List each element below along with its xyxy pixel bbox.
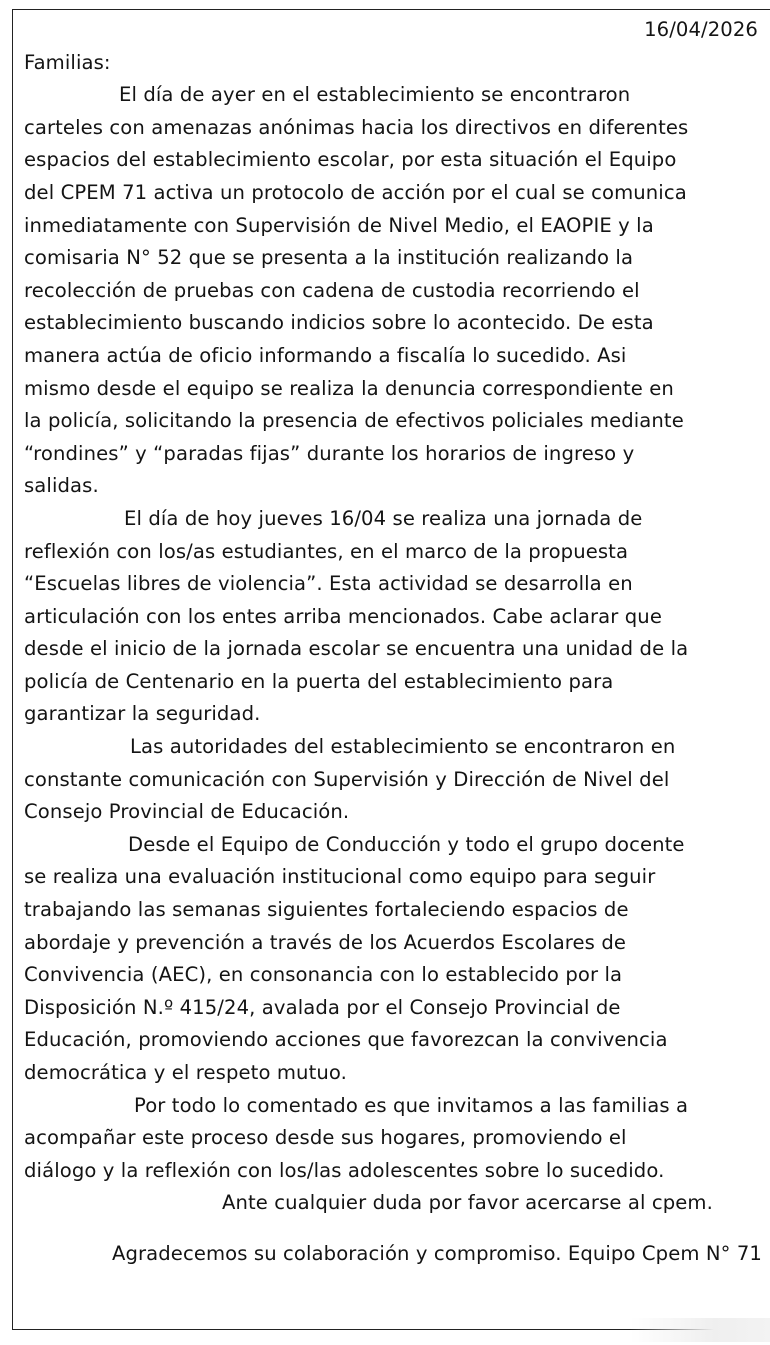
paragraph-line: El día de hoy jueves 16/04 se realiza una jornada de <box>124 506 643 530</box>
paragraph-line: manera actúa de oficio informando a fiscalía lo sucedido. Asi <box>24 343 627 367</box>
scan-smudge <box>630 1318 770 1342</box>
paragraph-line: salidas. <box>24 474 99 498</box>
paragraph-line: se realiza una evaluación institucional como equipo para seguir <box>24 865 656 889</box>
paragraph-line: constante comunicación con Supervisión y Dirección de Nivel del <box>24 767 670 791</box>
paragraph-line: del CPEM 71 activa un protocolo de acción por el cual se comunica <box>24 180 687 204</box>
paragraph-line: inmediatamente con Supervisión de Nivel Medio, el EAOPIE y la <box>24 213 654 237</box>
paragraph-line: la policía, solicitando la presencia de efectivos policiales mediante <box>24 409 684 433</box>
paragraph-line: policía de Centenario en la puerta del establecimiento para <box>24 669 614 693</box>
paragraph-3 <box>24 731 766 829</box>
paragraph-line: diálogo y la reflexión con los/las adolescentes sobre lo sucedido. <box>24 1158 665 1182</box>
paragraph-4 <box>24 829 766 1090</box>
paragraph-line: Consejo Provincial de Educación. <box>24 800 350 824</box>
paragraph-line: reflexión con los/as estudiantes, en el marco de la propuesta <box>24 539 629 563</box>
paragraph-line: “rondines” y “paradas fijas” durante los horarios de ingreso y <box>24 441 635 465</box>
paragraph-line: espacios del establecimiento escolar, por esta situación el Equipo <box>24 148 677 172</box>
salutation: Familias: <box>24 50 111 74</box>
paragraph-line: Disposición N.º 415/24, avalada por el Consejo Provincial de <box>24 995 621 1019</box>
paragraph-line: Ante cualquier duda por favor acercarse al cpem. <box>222 1191 713 1215</box>
paragraph-line: mismo desde el equipo se realiza la denuncia correspondiente en <box>24 376 674 400</box>
paragraph-line: establecimiento buscando indicios sobre lo acontecido. De esta <box>24 311 654 335</box>
paragraph-6 <box>24 1187 766 1220</box>
paragraph-line: comisaria N° 52 que se presenta a la institución realizando la <box>24 246 634 270</box>
paragraph-line: “Escuelas libres de violencia”. Esta actividad se desarrolla en <box>24 572 633 596</box>
paragraph-1 <box>24 79 766 503</box>
paragraph-line: El día de ayer en el establecimiento se encontraron <box>119 83 631 107</box>
paragraph-line: Desde el Equipo de Conducción y todo el grupo docente <box>128 832 685 856</box>
paragraph-5 <box>24 1090 766 1188</box>
closing-signature: Agradecemos su colaboración y compromiso. Equipo Cpem N° 71 <box>111 1241 762 1265</box>
paragraph-line: garantizar la seguridad. <box>24 702 261 726</box>
letter-date: 16/04/2026 <box>644 18 758 41</box>
letter-document <box>24 14 766 1271</box>
paragraph-line: Por todo lo comentado es que invitamos a las familias a <box>134 1093 689 1117</box>
paragraph-line: Las autoridades del establecimiento se encontraron en <box>130 735 676 759</box>
paragraph-line: acompañar este proceso desde sus hogares, promoviendo el <box>24 1126 627 1150</box>
paragraph-line: recolección de pruebas con cadena de custodia recorriendo el <box>24 278 640 302</box>
paragraph-line: carteles con amenazas anónimas hacia los directivos en diferentes <box>24 115 689 139</box>
paragraph-line: articulación con los entes arriba mencionados. Cabe aclarar que <box>24 604 662 628</box>
paragraph-line: trabajando las semanas siguientes fortaleciendo espacios de <box>24 898 629 922</box>
paragraph-2 <box>24 503 766 731</box>
paragraph-line: desde el inicio de la jornada escolar se encuentra una unidad de la <box>24 637 689 661</box>
paragraph-line: abordaje y prevención a través de los Acuerdos Escolares de <box>24 930 627 954</box>
paragraph-line: Educación, promoviendo acciones que favorezcan la convivencia <box>24 1028 668 1052</box>
paragraph-line: democrática y el respeto mutuo. <box>24 1061 347 1084</box>
paragraph-line: Convivencia (AEC), en consonancia con lo establecido por la <box>24 963 623 987</box>
